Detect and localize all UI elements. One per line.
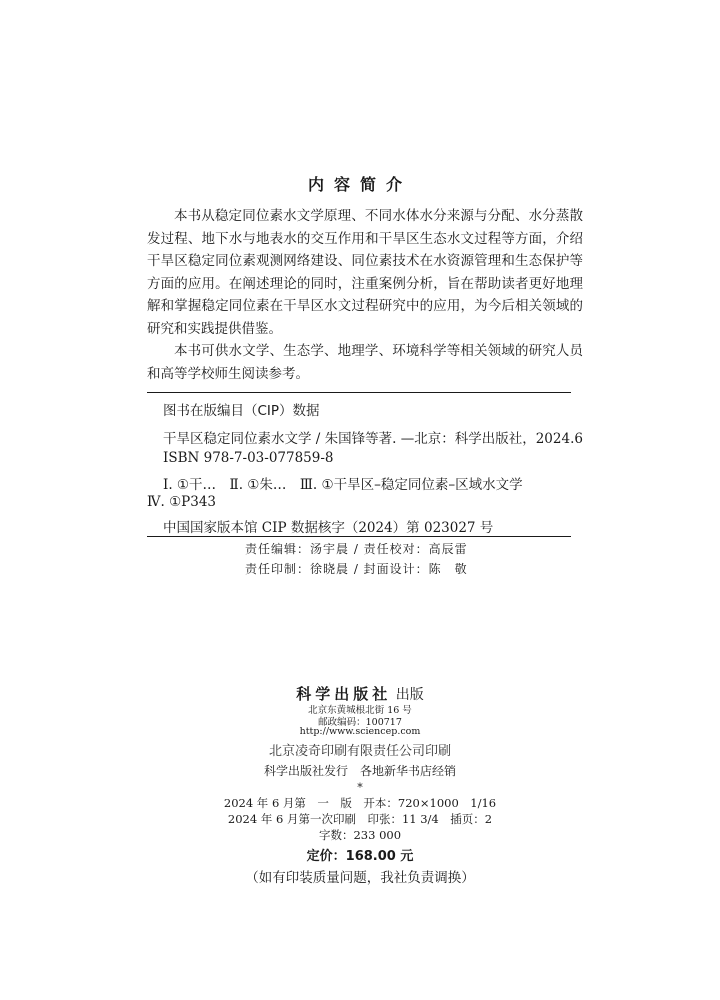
cip-heading: 图书在版编目（CIP）数据 [163,403,320,419]
publisher-website: http://www.sciencep.com [299,726,421,737]
word-count: 字数：233 000 [318,828,402,842]
production-credits: 责任印制：徐晓晨 / 封面设计：陈 敬 [245,562,468,576]
publisher-address: 北京东黄城根北街 16 号 [308,705,412,716]
printer: 北京凌奇印刷有限责任公司印刷 [268,744,451,759]
price-label: 定价： [306,849,346,864]
price-value: 168.00 元 [345,849,414,864]
publisher-logo-text: 科学出版社 [296,685,392,703]
distribution: 科学出版社发行 各地新华书店经销 [263,764,456,778]
cip-top-divider [147,392,571,393]
printing-specs: 2024 年 6 月第一次印刷 印张：11 3/4 插页：2 [227,812,493,826]
separator-star: * [357,781,363,794]
price-line [0,845,720,864]
publisher-postcode: 邮政编码：100717 [318,717,402,728]
cip-bottom-divider [147,536,571,537]
summary-paragraph: 本书可供水文学、生态学、地理学、环境科学等相关领域的研究人员和高等学校师生阅读参考。 [147,343,583,382]
quality-notice: （如有印装质量问题，我社负责调换） [245,870,475,886]
cip-classification-2: Ⅳ. ①P343 [147,494,217,510]
publisher-suffix: 出版 [395,687,424,703]
summary-body [147,205,583,385]
editor-credits: 责任编辑：汤宇晨 / 责任校对：高辰雷 [245,542,468,556]
cip-classification-1: Ⅰ. ①干… Ⅱ. ①朱… Ⅲ. ①干旱区–稳定同位素–区域水文学 [163,477,523,493]
cip-isbn: ISBN 978-7-03-077859-8 [163,450,334,466]
cip-record: 干旱区稳定同位素水文学 / 朱国锋等著. —北京：科学出版社，2024.6 [163,431,583,447]
publisher-line [0,683,720,704]
summary-title: 内容简介 [307,175,412,194]
edition-specs: 2024 年 6 月第 一 版 开本：720×1000 1/16 [223,796,497,810]
summary-paragraph: 本书从稳定同位素水文学原理、不同水体水分来源与分配、水分蒸散发过程、地下水与地表水的交互作用和干旱区生态水文过程等方面，介绍干旱区稳定同位素观测网络建设、同位素技术在水资源管理和生态保护等方面的应用。在阐述理论的同时，注重案例分析，旨在帮助读者更好地理解和掌握稳定同位素在干旱区水文过程研究中的应用，为今后相关领域的研究和实践提供借鉴。 [147,208,583,337]
cip-number: 中国国家版本馆 CIP 数据核字（2024）第 023027 号 [163,520,494,536]
